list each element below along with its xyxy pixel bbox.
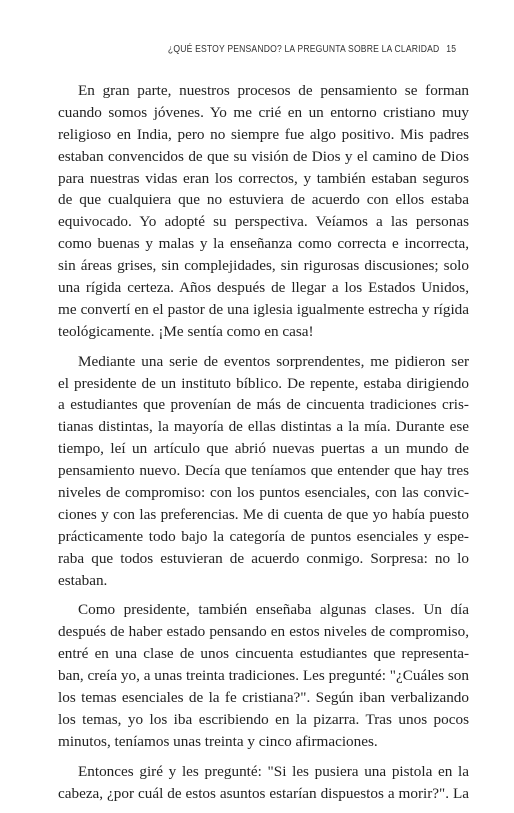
text-line: raba que todos estuvieran de acuerdo conmigo. Sorpresa: no lo xyxy=(58,549,469,567)
text-line: para nuestras vidas eran los correctos, y también estaban seguros xyxy=(58,169,469,187)
text-line: ciones y con las preferencias. Me di cuenta de que yo había puesto xyxy=(58,505,469,523)
text-line: prácticamente todo bajo la categoría de puntos esenciales y espe- xyxy=(58,527,469,545)
text-line: de que cualquiera que no estuviera de acuerdo con ellos estaba xyxy=(58,191,469,209)
body-text xyxy=(58,80,469,813)
text-line: teológicamente. ¡Me sentía como en casa! xyxy=(58,322,314,340)
text-line: pensamiento nuevo. Decía que teníamos que entender que hay tres xyxy=(58,462,469,480)
text-line: niveles de compromiso: con los puntos esenciales, con las convic- xyxy=(58,484,469,502)
text-line: el presidente de un instituto bíblico. De repente, estaba dirigiendo xyxy=(58,374,469,392)
text-line: después de haber estado pensando en estos niveles de compromiso, xyxy=(58,623,469,641)
text-line: minutos, teníamos unas treinta y cinco afirmaciones. xyxy=(58,732,378,750)
page-number: 15 xyxy=(446,44,456,55)
text-line: Como presidente, también enseñaba algunas clases. Un día xyxy=(78,601,469,619)
running-head xyxy=(168,44,456,55)
text-line: los temas esenciales de la fe cristiana?". Según iban verbalizando xyxy=(58,689,469,707)
paragraph xyxy=(58,599,469,752)
text-line: tianas distintas, la mayoría de ellas distintas a la mía. Durante ese xyxy=(58,418,469,436)
text-line: entré en una clase de unos cincuenta estudiantes que representa- xyxy=(58,645,469,663)
text-line: una rígida certeza. Años después de llegar a los Estados Unidos, xyxy=(58,279,469,297)
text-line: religioso en India, pero no siempre fue algo positivo. Mis padres xyxy=(58,125,469,143)
text-line: cabeza, ¿por cuál de estos asuntos estarían dispuestos a morir?". La xyxy=(58,784,469,802)
text-line: cuando somos jóvenes. Yo me crié en un entorno cristiano muy xyxy=(58,103,469,121)
text-line: me convertí en el pastor de una iglesia igualmente estrecha y rígida xyxy=(58,300,469,318)
text-line: como buenas y malas y la enseñanza como correcta e incorrecta, xyxy=(58,235,469,253)
text-line: En gran parte, nuestros procesos de pensamiento se forman xyxy=(78,82,469,99)
text-line: los temas, yo los iba escribiendo en la pizarra. Tras unos pocos xyxy=(58,710,469,728)
paragraph xyxy=(58,351,469,592)
text-line: ban, creía yo, a unas treinta tradiciones. Les pregunté: "¿Cuáles son xyxy=(58,667,469,685)
text-line: a estudiantes que provenían de más de cincuenta tradiciones cris- xyxy=(58,396,469,414)
text-line: Entonces giré y les pregunté: "Si les pusiera una pistola en la xyxy=(78,762,469,780)
text-line: Mediante una serie de eventos sorprendentes, me pidieron ser xyxy=(78,352,469,370)
running-head-title: ¿QUÉ ESTOY PENSANDO? LA PREGUNTA SOBRE LA CLARIDAD xyxy=(167,44,440,55)
text-line: tiempo, leí un artículo que abrió nuevas puertas a un mundo de xyxy=(58,440,469,458)
text-line: sin áreas grises, sin complejidades, sin rigurosas discusiones; solo xyxy=(58,257,469,275)
text-line: equivocado. Yo adopté su perspectiva. Veíamos a las personas xyxy=(58,213,469,231)
text-line: estaban. xyxy=(58,571,108,589)
paragraph xyxy=(58,80,469,343)
text-line: estaban convencidos de que su visión de Dios y el camino de Dios xyxy=(58,147,469,165)
paragraph xyxy=(58,761,469,805)
